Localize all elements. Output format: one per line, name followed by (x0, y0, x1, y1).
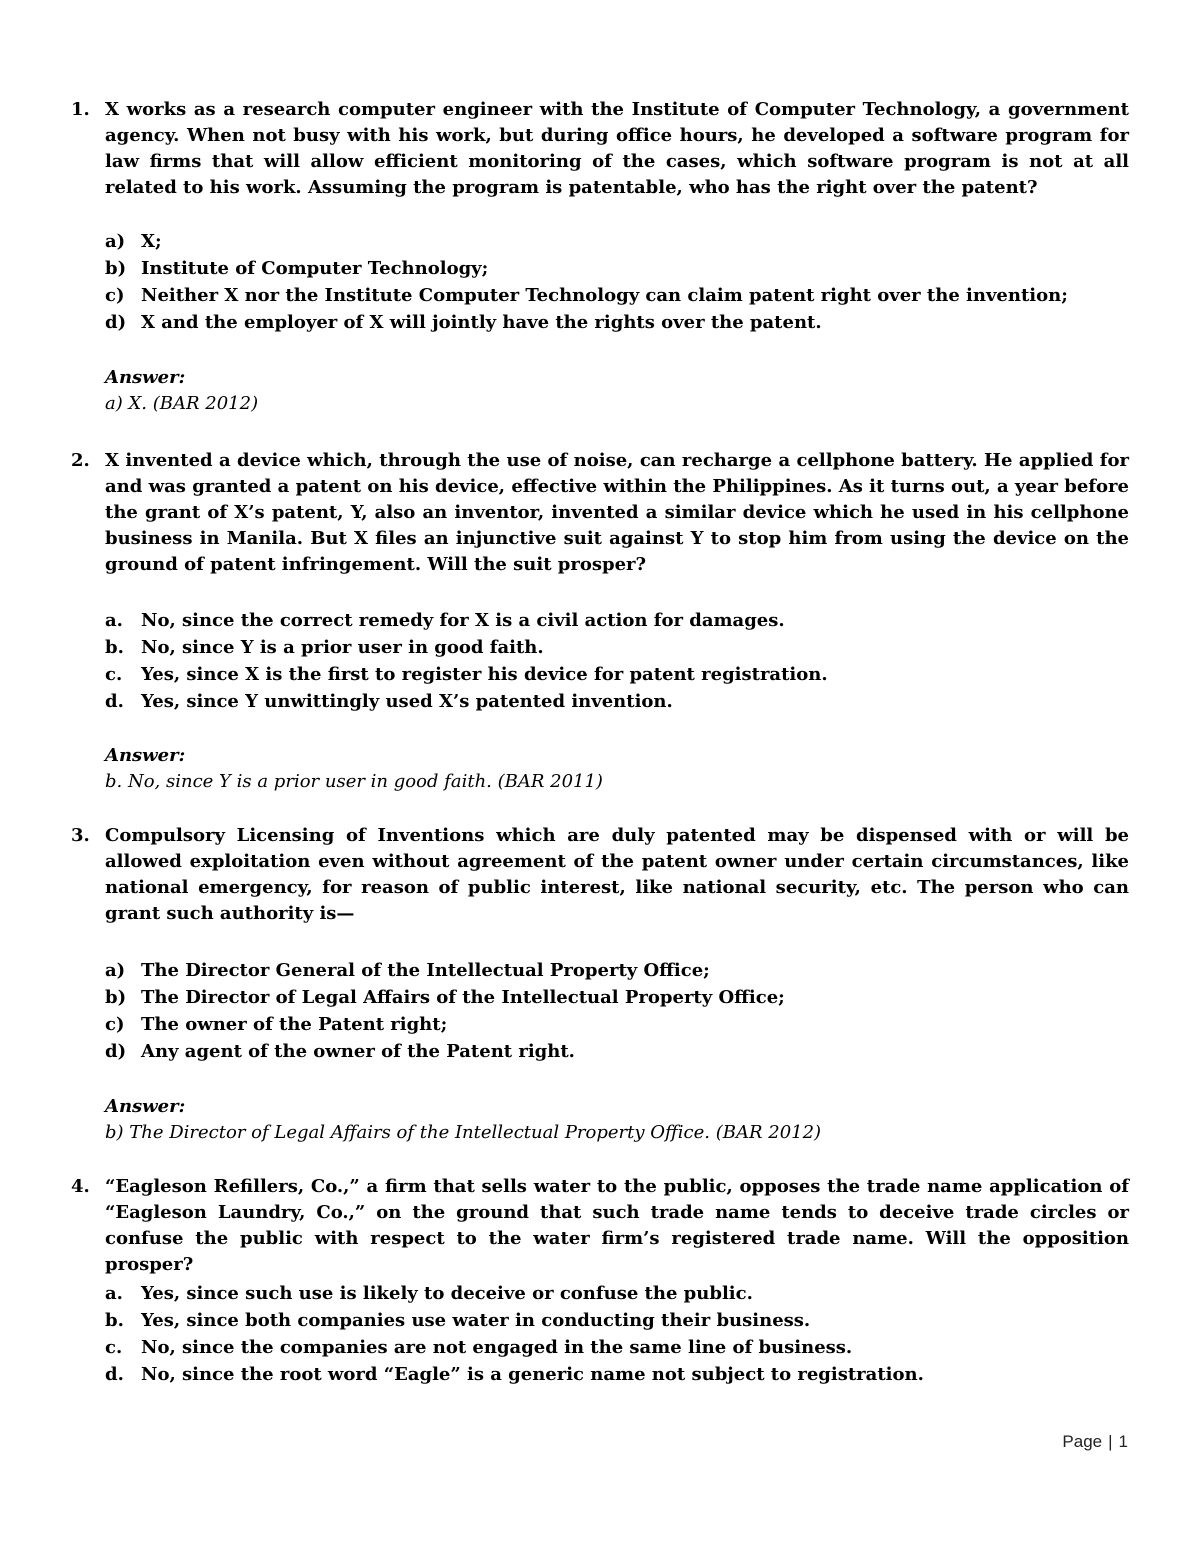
question-text: “Eagleson Refillers, Co.,” a firm that sells water to the public, opposes the trade name application of “Eagleson Laundry, Co.,” on the ground that such trade name tends to deceive trade circles or confuse the public with respect to the water firm’s registered trade name. Will the opposition prosper? (105, 1176, 1129, 1275)
option: d. Yes, since Y unwittingly used X’s patented invention. (105, 691, 673, 712)
question-number: 2. (71, 450, 90, 471)
options-2 (105, 607, 1105, 715)
option: a. Yes, since such use is likely to deceive or confuse the public. (105, 1283, 753, 1304)
question-number: 4. (71, 1176, 90, 1197)
option: d) X and the employer of X will jointly have the rights over the patent. (105, 312, 822, 333)
option: b) Institute of Computer Technology; (105, 258, 489, 279)
page-separator: | (1108, 1432, 1113, 1451)
answer-text: a) X. (BAR 2012) (105, 393, 259, 414)
option: d) Any agent of the owner of the Patent right. (105, 1041, 575, 1062)
answer-heading: Answer: (105, 367, 186, 388)
option: b) The Director of Legal Affairs of the Intellectual Property Office; (105, 987, 785, 1008)
answer-text: b) The Director of Legal Affairs of the Intellectual Property Office. (BAR 2012) (105, 1122, 822, 1143)
option: a. No, since the correct remedy for X is a civil action for damages. (105, 610, 785, 631)
question-number: 3. (71, 825, 90, 846)
option: c) The owner of the Patent right; (105, 1014, 448, 1035)
option: c. No, since the companies are not engaged in the same line of business. (105, 1337, 853, 1358)
option: a) X; (105, 231, 162, 252)
answer-heading: Answer: (105, 1096, 186, 1117)
option: c. Yes, since X is the first to register his device for patent registration. (105, 664, 828, 685)
question-number: 1. (71, 99, 90, 120)
option: c) Neither X nor the Institute Computer Technology can claim patent right over the invention; (105, 285, 1068, 306)
question-1 (71, 97, 1129, 201)
options-4 (105, 1280, 1105, 1388)
question-4 (71, 1174, 1129, 1278)
options-3 (105, 957, 1105, 1065)
option: b. No, since Y is a prior user in good faith. (105, 637, 544, 658)
answer-2 (105, 743, 1105, 795)
page-footer (1062, 1432, 1128, 1452)
answer-text: b. No, since Y is a prior user in good faith. (BAR 2011) (105, 771, 603, 792)
option: a) The Director General of the Intellectual Property Office; (105, 960, 710, 981)
page-number: 1 (1118, 1432, 1128, 1451)
option: b. Yes, since both companies use water in conducting their business. (105, 1310, 811, 1331)
answer-1 (105, 365, 1105, 417)
question-2 (71, 448, 1129, 578)
answer-3 (105, 1094, 1105, 1146)
question-text: Compulsory Licensing of Inventions which are duly patented may be dispensed with or will be allowed exploitation even without agreement of the patent owner under certain circumstances, like national emergency, for reason of public interest, like national security, etc. The person who can grant such authority is— (105, 825, 1129, 924)
question-3 (71, 823, 1129, 927)
options-1 (105, 228, 1105, 336)
page-label: Page (1062, 1432, 1103, 1451)
option: d. No, since the root word “Eagle” is a generic name not subject to registration. (105, 1364, 924, 1385)
answer-heading: Answer: (105, 745, 186, 766)
question-text: X invented a device which, through the use of noise, can recharge a cellphone battery. He applied for and was granted a patent on his device, effective within the Philippines. As it turns out, a year before the grant of X’s patent, Y, also an inventor, invented a similar device which he used in his cellphone business in Manila. But X files an injunctive suit against Y to stop him from using the device on the ground of patent infringement. Will the suit prosper? (105, 450, 1129, 575)
question-text: X works as a research computer engineer with the Institute of Computer Technology, a government agency. When not busy with his work, but during office hours, he developed a software program for law firms that will allow efficient monitoring of the cases, which software program is not at all related to his work. Assuming the program is patentable, who has the right over the patent? (105, 99, 1129, 198)
